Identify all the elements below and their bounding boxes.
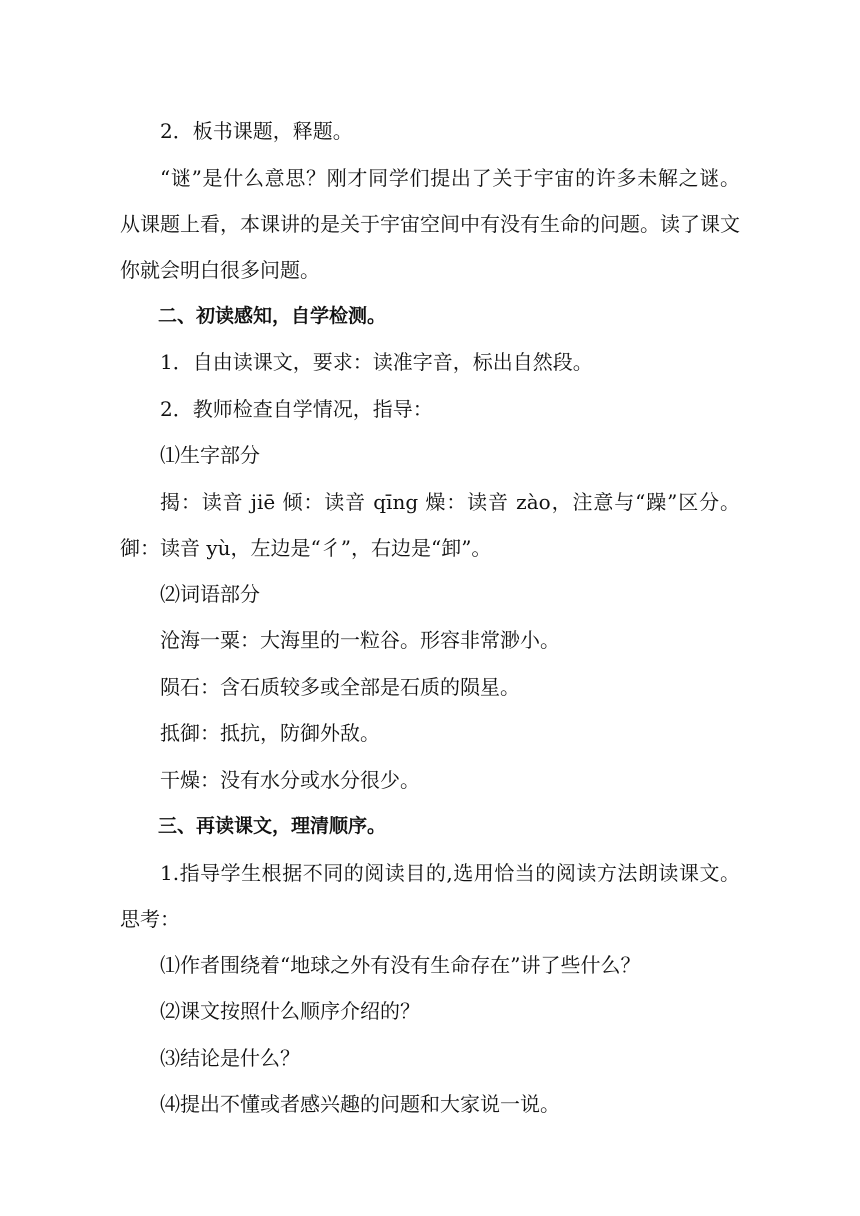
paragraph-free-reading: 1．自由读课文，要求：读准字音，标出自然段。 <box>160 350 593 374</box>
paragraph-question-3: ⑶结论是什么？ <box>160 1045 300 1070</box>
paragraph-guided-reading: 1.指导学生根据不同的阅读目的,选用恰当的阅读方法朗读课文。思考： <box>120 860 740 931</box>
paragraph-question-1: ⑴作者围绕着“地球之外有没有生命存在”讲了些什么？ <box>160 952 641 977</box>
paragraph-riddle-meaning: “谜”是什么意思？刚才同学们提出了关于宇宙的许多未解之谜。从课题上看，本课讲的是关于宇宙空间中有没有生命的问题。读了课文你就会明白很多问题。 <box>120 165 740 282</box>
document-body <box>120 108 740 1128</box>
paragraph-question-2: ⑵课文按照什么顺序介绍的？ <box>160 999 420 1023</box>
paragraph-new-characters: ⑴生字部分 <box>160 443 260 467</box>
section-heading-reread: 三、再读课文，理清顺序。 <box>158 815 387 837</box>
paragraph-vocab-meteorite: 陨石：含石质较多或全部是石质的陨星。 <box>160 674 520 699</box>
paragraph-title-explanation: 2．板书课题，释题。 <box>160 119 353 143</box>
paragraph-question-4: ⑷提出不懂或者感兴趣的问题和大家说一说。 <box>160 1092 560 1116</box>
paragraph-vocab-cangnhai: 沧海一粟：大海里的一粒谷。形容非常渺小。 <box>160 628 560 652</box>
paragraph-vocab-resist: 抵御：抵抗，防御外敌。 <box>160 721 380 745</box>
paragraph-vocabulary: ⑵词语部分 <box>160 581 260 606</box>
paragraph-character-pronunciation: 揭：读音 jiē 倾：读音 qīng 燥：读音 zào，注意与“躁”区分。御：读音 yù，左边是“彳”，右边是“卸”。 <box>120 489 740 560</box>
paragraph-teacher-check: 2．教师检查自学情况，指导： <box>160 396 433 421</box>
section-heading-first-reading: 二、初读感知，自学检测。 <box>158 304 387 327</box>
paragraph-vocab-dry: 干燥：没有水分或水分很少。 <box>160 767 420 792</box>
